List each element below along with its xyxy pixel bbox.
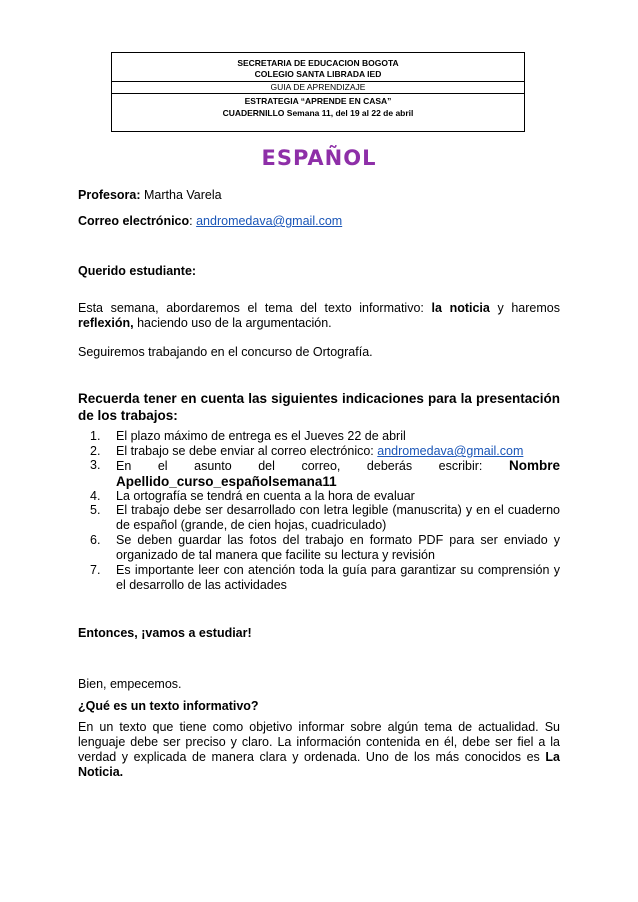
email-link[interactable]: andromedava@gmail.com: [377, 444, 524, 458]
email-link[interactable]: andromedava@gmail.com: [196, 214, 343, 228]
question-heading: [78, 699, 560, 714]
definition-text: En un texto que tiene como objetivo informar sobre algún tema de actualidad. Su lenguaje debe ser preciso y claro. La información contenida en él, debe ser fiel a la verdad y explicada de manera clara y ordenada. Uno de los más conocidos es: [78, 720, 560, 764]
lets-study: [78, 626, 560, 641]
email-line: Correo electrónico: andromedava@gmail.com: [78, 214, 343, 228]
intro-bold-noticia: la noticia: [431, 301, 490, 315]
teacher-label: Profesora:: [78, 188, 141, 202]
list-text: [116, 458, 560, 490]
list-text-part: El trabajo se debe enviar al correo electrónico:: [116, 444, 374, 458]
list-text: Es importante leer con atención toda la guía para garantizar su comprensión y el desarrollo de las actividades: [116, 563, 560, 592]
header-estrategia: ESTRATEGIA “APRENDE EN CASA”: [244, 96, 392, 106]
intro-text: haciendo uso de la argumentación.: [137, 316, 332, 330]
list-number: 4.: [90, 489, 101, 503]
list-text: El plazo máximo de entrega es el Jueves 22 de abril: [116, 429, 406, 443]
teacher-line: [78, 188, 560, 203]
list-number: 7.: [90, 563, 101, 577]
instructions-heading: Recuerda tener en cuenta las siguientes indicaciones para la presentación de los trabajos:: [78, 391, 560, 423]
list-number: 3.: [90, 458, 101, 472]
header-divider: [112, 93, 524, 94]
list-number: 2.: [90, 444, 101, 458]
header-guia: GUIA DE APRENDIZAJE: [270, 82, 366, 92]
page-title: ESPAÑOL: [261, 146, 377, 170]
contest-paragraph: Seguiremos trabajando en el concurso de Ortografía.: [78, 345, 373, 359]
teacher-name: Martha Varela: [144, 188, 222, 202]
intro-bold-reflexion: reflexión,: [78, 316, 134, 330]
intro-text: Esta semana, abordaremos el tema del texto informativo:: [78, 301, 424, 315]
list-number: 5.: [90, 503, 101, 517]
intro-text: y haremos: [497, 301, 560, 315]
header-secretaria: SECRETARIA DE EDUCACION BOGOTA: [237, 58, 399, 68]
header-cuadernillo: CUADERNILLO Semana 11, del 19 al 22 de abril: [222, 108, 414, 118]
intro-paragraph: [78, 301, 560, 331]
list-text: La ortografía se tendrá en cuenta a la hora de evaluar: [116, 489, 415, 503]
subject-format: Nombre Apellido_curso_españolsemana11: [116, 458, 560, 489]
lets-study-text: Entonces, ¡vamos a estudiar!: [78, 626, 252, 640]
list-text-part: En el asunto del correo, deberás escribir:: [116, 459, 483, 473]
list-number: 1.: [90, 429, 101, 443]
list-text: El trabajo debe ser desarrollado con letra legible (manuscrita) y en el cuaderno de español (grande, de cien hojas, cuadriculado): [116, 503, 560, 532]
list-text: Se deben guardar las fotos del trabajo en formato PDF para ser enviado y organizado de tal manera que facilite su lectura y revisión: [116, 533, 560, 562]
question-text: ¿Qué es un texto informativo?: [78, 699, 259, 713]
definition-bold: La Noticia.: [78, 750, 560, 779]
lets-start: Bien, empecemos.: [78, 677, 182, 691]
email-label: Correo electrónico: [78, 214, 190, 228]
list-text: [116, 444, 560, 459]
header-box: [111, 52, 525, 132]
header-colegio: COLEGIO SANTA LIBRADA IED: [254, 69, 382, 79]
greeting: [78, 264, 560, 279]
greeting-text: Querido estudiante:: [78, 264, 197, 278]
definition-paragraph: [78, 720, 560, 780]
list-number: 6.: [90, 533, 101, 547]
